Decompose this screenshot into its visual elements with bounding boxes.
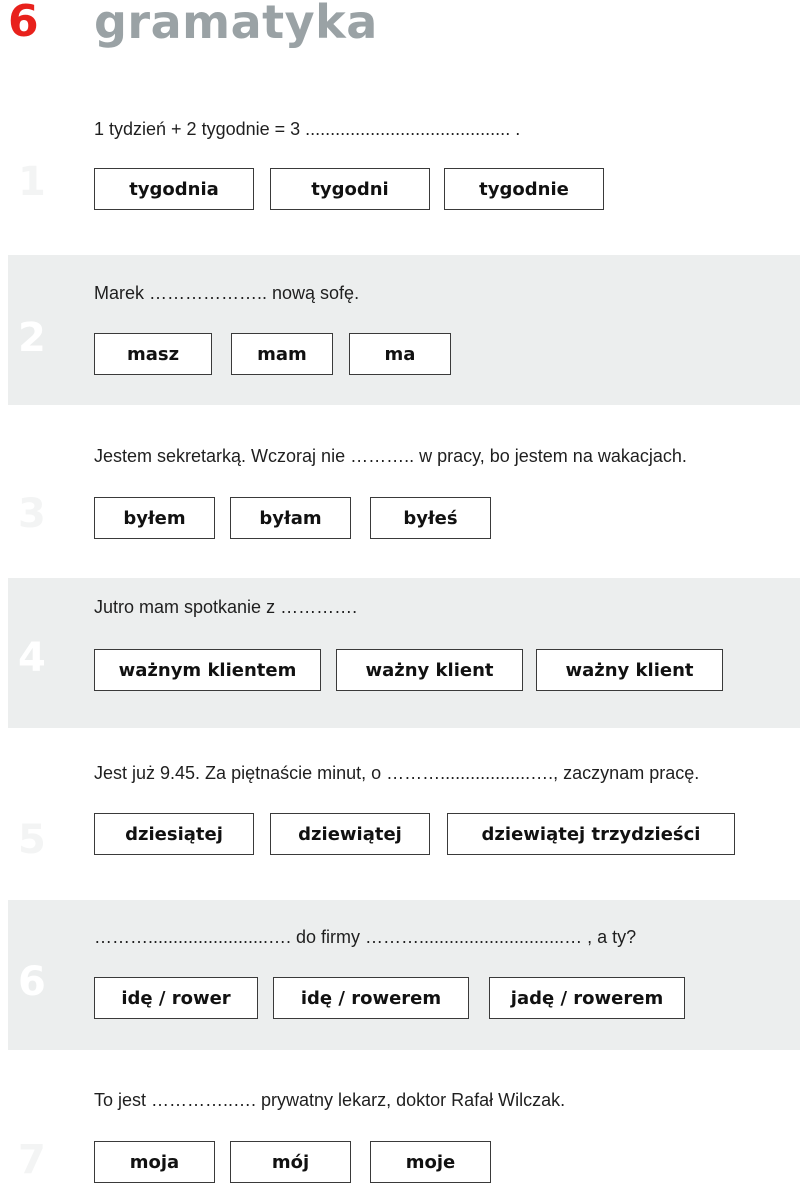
- question-sentence: Jestem sekretarką. Wczoraj nie ……….. w pracy, bo jestem na wakacjach.: [94, 446, 687, 466]
- answer-option[interactable]: mam: [231, 333, 333, 375]
- band-question-6: [8, 900, 800, 1050]
- answer-option[interactable]: moje: [370, 1141, 491, 1183]
- answer-option[interactable]: mój: [230, 1141, 351, 1183]
- answer-option[interactable]: tygodnia: [94, 168, 254, 210]
- band-question-2: [8, 255, 800, 405]
- unit-title: gramatyka: [94, 0, 378, 49]
- question-sentence: To jest …………..…. prywatny lekarz, doktor Rafał Wilczak.: [94, 1090, 566, 1110]
- answer-option[interactable]: idę / rowerem: [273, 977, 469, 1019]
- page-header: [0, 0, 800, 60]
- question-number: 6: [18, 959, 46, 1005]
- question-number: 2: [18, 315, 46, 361]
- unit-number: 6: [8, 0, 39, 47]
- question-sentence: Jutro mam spotkanie z ………….: [94, 597, 358, 617]
- question-number: 1: [18, 159, 46, 205]
- question-sentence: 1 tydzień + 2 tygodnie = 3 ......................................... .: [94, 119, 521, 139]
- question-number: 5: [18, 817, 46, 863]
- answer-option[interactable]: byłem: [94, 497, 215, 539]
- question-sentence: Marek ……………….. nową sofę.: [94, 283, 360, 303]
- answer-option[interactable]: byłam: [230, 497, 351, 539]
- answer-option[interactable]: dziewiątej trzydzieści: [447, 813, 735, 855]
- answer-option[interactable]: ma: [349, 333, 451, 375]
- answer-option[interactable]: tygodni: [270, 168, 430, 210]
- question-number: 7: [18, 1137, 46, 1183]
- answer-option[interactable]: dziewiątej: [270, 813, 430, 855]
- question-number: 4: [18, 635, 46, 681]
- answer-option[interactable]: tygodnie: [444, 168, 604, 210]
- question-sentence: Jest już 9.45. Za piętnaście minut, o ………..................…., zaczynam pracę.: [94, 763, 700, 783]
- answer-option[interactable]: byłeś: [370, 497, 491, 539]
- answer-option[interactable]: ważnym klientem: [94, 649, 321, 691]
- answer-option[interactable]: ważny klient: [336, 649, 523, 691]
- answer-option[interactable]: ważny klient: [536, 649, 723, 691]
- question-sentence: ………........................…. do firmy ……….............................… , a ty?: [94, 927, 637, 947]
- answer-option[interactable]: jadę / rowerem: [489, 977, 685, 1019]
- question-number: 3: [18, 491, 46, 537]
- answer-option[interactable]: masz: [94, 333, 212, 375]
- answer-option[interactable]: idę / rower: [94, 977, 258, 1019]
- answer-option[interactable]: moja: [94, 1141, 215, 1183]
- answer-option[interactable]: dziesiątej: [94, 813, 254, 855]
